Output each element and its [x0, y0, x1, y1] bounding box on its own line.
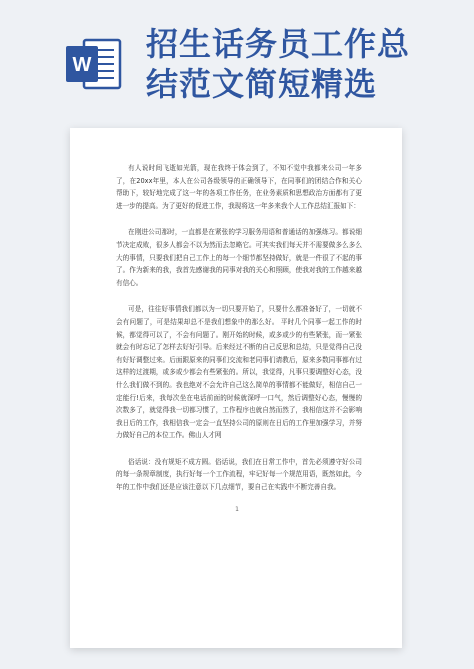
paragraph-1: 有人说时间飞逝如光箭，现在我终于体会到了，不知不觉中我都来公司一年多了，在20xx年里，本人在公司各级领导的正确领导下，在同事们的团结合作和关心帮助下，较好地完成了这一年的各项工作任务，在业务素质和思想政治方面都有了更进一步的提高。为了更好的促进工作，我现将这一年多来我个人工作总结汇报如下： [116, 164, 362, 210]
page-title [146, 24, 466, 104]
paragraph-3: 可是，往往好事情我们都以为一切只要开始了，只要什么都准备好了，一切就不会有问题了，可是结果却总不是我们想象中的那么好。 平时几个同事一起工作的时候，都觉得可以了，不会有问题了。刚开始的时候，或多或少的有些紧张，而一紧张就会有时忘记了怎样去好好引导。后来经过不断的自己反思和总结，只是觉得自己没有好好调整过来。后面跟原来的同事们交流和老同事们请教后，原来多数同事都有过这样的过渡期，或多或少都会有些紧张的。所以，我觉得，凡事只要调整好心态，没什么我们做不到的。我也绝对不会允许自己这么简单的事情都不能做好，相信自己一定能行!后来，我每次坐在电话前面的时候就深呼一口气，然后调整好心态，慢慢的次数多了，就觉得我一切都习惯了，工作程序也就自然而然了，我相信这并不会影响我日后的工作，我相信我一定会一直坚持公司的原则在日后的工作里加强学习，并努力做好自己的本位工作。佛山人才网 [116, 305, 362, 440]
paragraph-4: 俗话说：没有规矩不成方圆。俗话说，我们在日常工作中，首先必须遵守好公司的每一条规章制度，执行好每一个工作流程，牢记好每一个规范用语，既然如此，今年的工作中我们还是应该注意以下几点细节，要自己在实践中不断完善自我。 [116, 457, 362, 492]
title-line-2: 结范文简短精选 [146, 65, 378, 103]
word-icon-letter: W [72, 54, 92, 76]
paragraph-2: 在刚进公司那时，一直都是在紧张的学习服务用语和普通话的加强练习。都说细节决定成败，很多人都会不以为然而去忽略它。可其实我们每天并不需要做多么多么大的事情，只要我们把自己工作上的每一个细节都坚持做好，就是一件很了不起的事了。作为新来的我，我首先感谢我的同事对我的关心和照顾，使我对我的工作越来越有信心。 [116, 228, 362, 287]
document-body [116, 162, 362, 508]
title-line-1: 招生话务员工作总 [146, 25, 411, 63]
page-number: 1 [235, 506, 239, 513]
banner-header [0, 0, 474, 120]
word-document-icon [62, 32, 126, 96]
